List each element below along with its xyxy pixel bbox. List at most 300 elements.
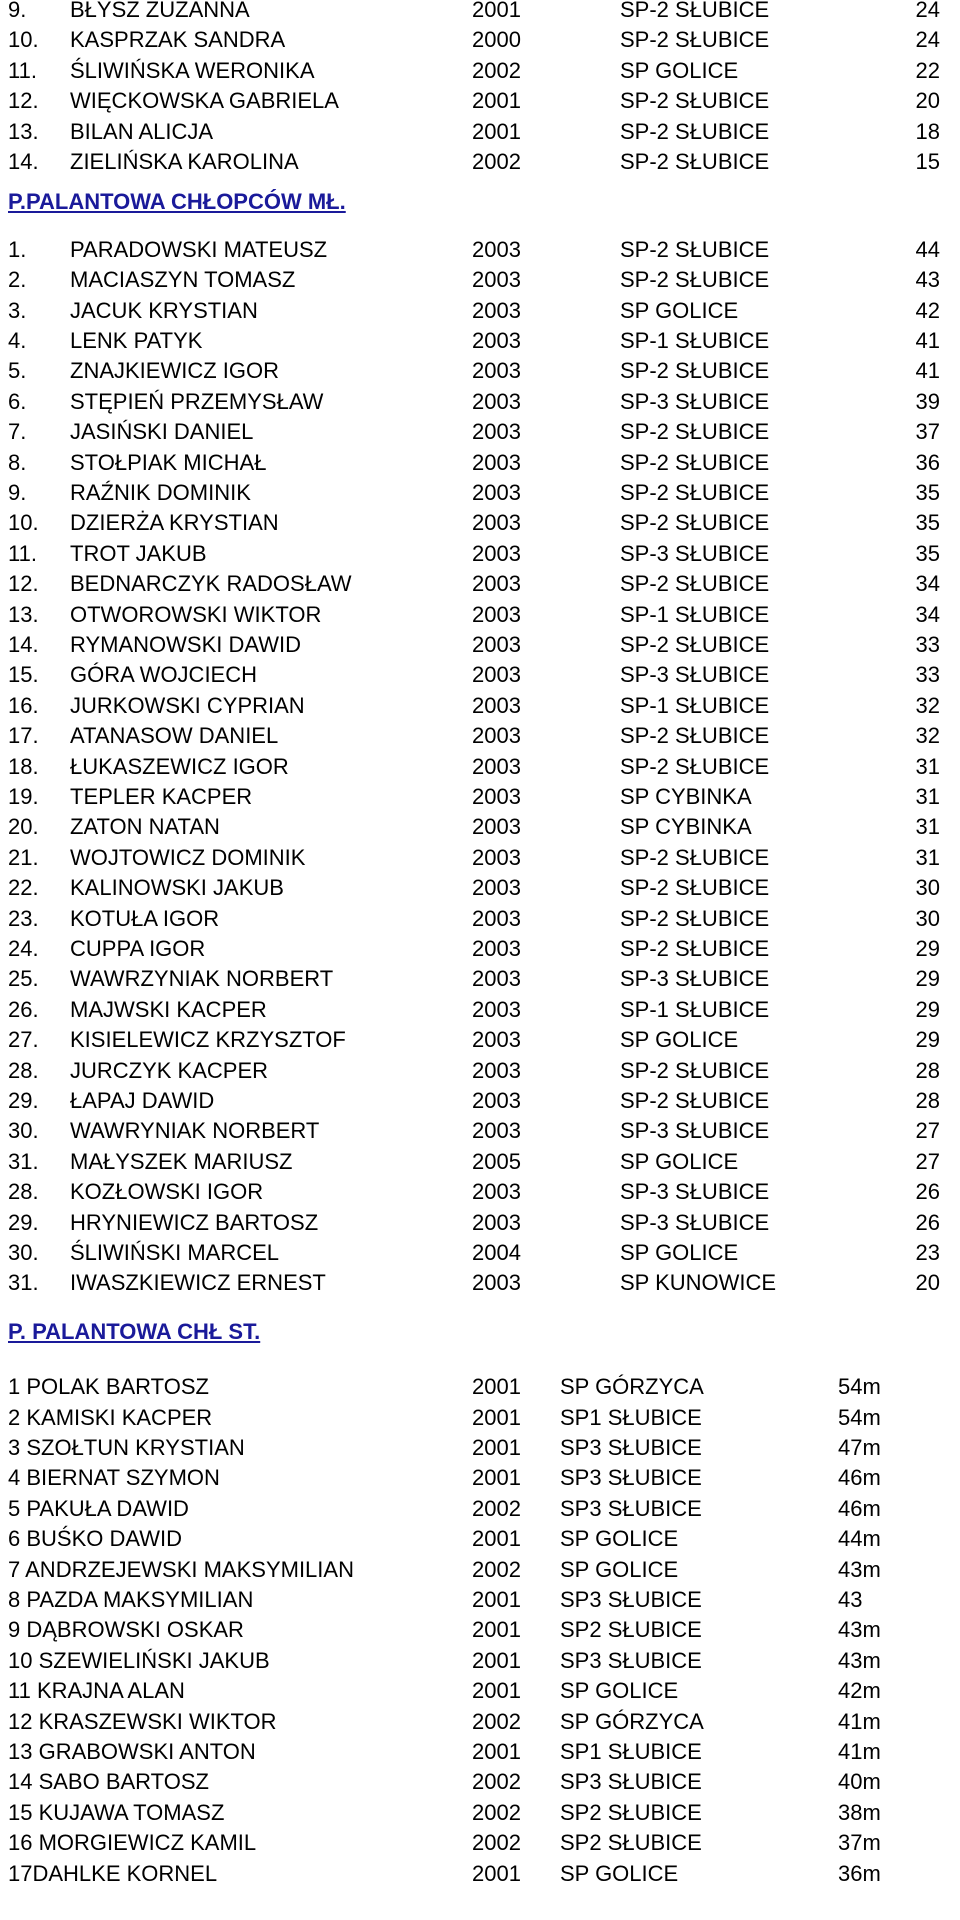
school-name: SP-2 SŁUBICE [620, 1057, 770, 1083]
result-distance: 43 [838, 1587, 863, 1612]
rank-number: 10. [8, 27, 39, 53]
school-name: SP3 SŁUBICE [560, 1647, 702, 1673]
result-row [0, 1767, 960, 1797]
school-name: SP-2 SŁUBICE [620, 118, 770, 144]
school-name: SP GOLICE [560, 1860, 679, 1886]
points-value: 27 [915, 1118, 940, 1144]
athlete-name: 16 MORGIEWICZ KAMIL [8, 1830, 257, 1856]
athlete-name: JURCZYK KACPER [70, 1057, 269, 1083]
school-name: SP-2 SŁUBICE [620, 236, 770, 262]
points-value: 20 [915, 88, 940, 114]
result-row [0, 1524, 960, 1554]
result-row [0, 630, 960, 660]
result-row [0, 1086, 960, 1116]
school-name: SP GOLICE [560, 1678, 679, 1704]
birth-year: 2003 [472, 723, 521, 749]
birth-year: 2003 [472, 1209, 521, 1235]
school-name: SP-2 SŁUBICE [620, 358, 770, 384]
points-value: 23 [915, 1240, 940, 1265]
birth-year: 2002 [472, 1708, 521, 1734]
result-distance: 43m [838, 1647, 881, 1673]
result-row [0, 417, 960, 447]
points-value: 35 [915, 510, 940, 536]
school-name: SP-2 SŁUBICE [620, 449, 770, 475]
birth-year: 2001 [472, 1404, 521, 1430]
athlete-name: TROT JAKUB [70, 540, 207, 566]
birth-year: 2002 [472, 1799, 521, 1825]
result-row [0, 1798, 960, 1828]
rank-number: 25. [8, 966, 39, 992]
school-name: SP GOLICE [620, 1240, 739, 1265]
birth-year: 2003 [472, 784, 521, 809]
school-name: SP-2 SŁUBICE [620, 0, 770, 22]
points-value: 35 [915, 540, 940, 566]
result-distance: 54m [838, 1404, 881, 1430]
birth-year: 2003 [472, 662, 521, 688]
athlete-name: GÓRA WOJCIECH [70, 662, 258, 688]
result-row [0, 265, 960, 295]
result-distance: 44m [838, 1526, 881, 1552]
rank-number: 6. [8, 388, 27, 414]
birth-year: 2003 [472, 936, 521, 961]
result-row [0, 1463, 960, 1493]
athlete-name: 6 BUŚKO DAWID [8, 1526, 182, 1552]
athlete-name: 13 GRABOWSKI ANTON [8, 1739, 256, 1764]
points-value: 31 [915, 784, 940, 809]
rank-number: 5. [8, 358, 27, 384]
school-name: SP KUNOWICE [620, 1270, 777, 1296]
points-value: 41 [915, 328, 940, 353]
school-name: SP3 SŁUBICE [560, 1769, 702, 1795]
result-distance: 43m [838, 1617, 881, 1643]
school-name: SP-3 SŁUBICE [620, 1179, 770, 1205]
result-row [0, 147, 960, 177]
athlete-name: KOTUŁA IGOR [70, 905, 220, 931]
result-row [0, 1585, 960, 1615]
section-heading: P. PALANTOWA CHŁ ST. [8, 1318, 261, 1344]
points-value: 29 [915, 996, 940, 1022]
school-name: SP-3 SŁUBICE [620, 1209, 770, 1235]
birth-year: 2005 [472, 1148, 521, 1174]
rank-number: 28. [8, 1179, 39, 1205]
school-name: SP-2 SŁUBICE [620, 267, 770, 293]
birth-year: 2001 [472, 118, 521, 144]
points-value: 29 [915, 966, 940, 992]
athlete-name: 17DAHLKE KORNEL [8, 1860, 218, 1886]
rank-number: 7. [8, 419, 27, 445]
birth-year: 2003 [472, 236, 521, 262]
athlete-name: JURKOWSKI CYPRIAN [70, 692, 305, 718]
school-name: SP-2 SŁUBICE [620, 88, 770, 114]
points-value: 30 [915, 875, 940, 901]
result-row [0, 904, 960, 934]
athlete-name: JASIŃSKI DANIEL [70, 419, 254, 445]
birth-year: 2001 [472, 1587, 521, 1612]
points-value: 26 [915, 1209, 940, 1235]
rank-number: 13. [8, 118, 39, 144]
points-value: 37 [915, 419, 940, 445]
birth-year: 2003 [472, 297, 521, 323]
athlete-name: 4 BIERNAT SZYMON [8, 1465, 220, 1491]
result-row [0, 782, 960, 812]
result-row [0, 873, 960, 903]
result-row [0, 691, 960, 721]
athlete-name: 5 PAKUŁA DAWID [8, 1495, 189, 1521]
rank-number: 11. [8, 57, 37, 83]
birth-year: 2001 [472, 0, 521, 22]
school-name: SP CYBINKA [620, 784, 752, 809]
rank-number: 21. [8, 844, 39, 870]
result-row [0, 569, 960, 599]
school-name: SP GOLICE [620, 1027, 739, 1053]
points-value: 33 [915, 632, 940, 657]
athlete-name: ŁAPAJ DAWID [70, 1088, 215, 1113]
rank-number: 11. [8, 540, 37, 566]
birth-year: 2003 [472, 1179, 521, 1205]
school-name: SP-2 SŁUBICE [620, 419, 770, 445]
school-name: SP-2 SŁUBICE [620, 905, 770, 931]
points-value: 43 [915, 267, 940, 293]
points-value: 31 [915, 814, 940, 840]
result-distance: 41m [838, 1739, 881, 1764]
school-name: SP GÓRZYCA [560, 1374, 704, 1400]
result-row [0, 1494, 960, 1524]
athlete-name: 7 ANDRZEJEWSKI MAKSYMILIAN [8, 1556, 354, 1582]
school-name: SP-2 SŁUBICE [620, 875, 770, 901]
result-row [0, 964, 960, 994]
birth-year: 2003 [472, 571, 521, 597]
result-row [0, 812, 960, 842]
result-distance: 40m [838, 1769, 881, 1795]
rank-number: 28. [8, 1057, 39, 1083]
athlete-name: KALINOWSKI JAKUB [70, 875, 284, 901]
birth-year: 2001 [472, 1374, 521, 1400]
rank-number: 29. [8, 1209, 39, 1235]
rank-number: 17. [8, 723, 39, 749]
points-value: 15 [915, 149, 940, 174]
points-value: 29 [915, 1027, 940, 1053]
result-row [0, 1828, 960, 1858]
birth-year: 2003 [472, 692, 521, 718]
rank-number: 9. [8, 0, 27, 22]
athlete-name: 11 KRAJNA ALAN [8, 1678, 185, 1704]
rank-number: 3. [8, 297, 27, 323]
athlete-name: RAŹNIK DOMINIK [70, 480, 251, 505]
birth-year: 2003 [472, 1088, 521, 1113]
birth-year: 2002 [472, 1769, 521, 1795]
athlete-name: WIĘCKOWSKA GABRIELA [70, 88, 339, 114]
points-value: 27 [915, 1148, 940, 1174]
birth-year: 2003 [472, 1118, 521, 1144]
rank-number: 18. [8, 753, 39, 779]
result-row [0, 1555, 960, 1585]
birth-year: 2003 [472, 966, 521, 992]
athlete-name: ŚLIWIŃSKI MARCEL [70, 1240, 280, 1265]
school-name: SP1 SŁUBICE [560, 1739, 702, 1764]
result-row [0, 117, 960, 147]
rank-number: 22. [8, 875, 39, 901]
athlete-name: KASPRZAK SANDRA [70, 27, 286, 53]
athlete-name: PARADOWSKI MATEUSZ [70, 236, 328, 262]
result-distance: 43m [838, 1556, 881, 1582]
result-row [0, 1403, 960, 1433]
athlete-name: STĘPIEŃ PRZEMYSŁAW [70, 388, 324, 414]
birth-year: 2002 [472, 149, 521, 174]
rank-number: 23. [8, 905, 39, 931]
result-row [0, 235, 960, 265]
birth-year: 2003 [472, 510, 521, 536]
birth-year: 2003 [472, 905, 521, 931]
athlete-name: JACUK KRYSTIAN [70, 297, 258, 323]
school-name: SP-3 SŁUBICE [620, 966, 770, 992]
school-name: SP-1 SŁUBICE [620, 328, 770, 353]
athlete-name: 9 DĄBROWSKI OSKAR [8, 1617, 244, 1643]
athlete-name: TEPLER KACPER [70, 784, 253, 809]
points-value: 24 [915, 27, 940, 53]
athlete-name: CUPPA IGOR [70, 936, 206, 961]
rank-number: 26. [8, 996, 39, 1022]
result-row [0, 934, 960, 964]
athlete-name: ZNAJKIEWICZ IGOR [70, 358, 279, 384]
athlete-name: LENK PATYK [70, 328, 203, 353]
rank-number: 27. [8, 1027, 39, 1053]
school-name: SP-3 SŁUBICE [620, 388, 770, 414]
athlete-name: ŁUKASZEWICZ IGOR [70, 753, 289, 779]
birth-year: 2003 [472, 844, 521, 870]
result-row [0, 326, 960, 356]
school-name: SP-1 SŁUBICE [620, 996, 770, 1022]
birth-year: 2002 [472, 1830, 521, 1856]
birth-year: 2003 [472, 601, 521, 627]
rank-number: 29. [8, 1088, 39, 1113]
result-row [0, 508, 960, 538]
school-name: SP-2 SŁUBICE [620, 844, 770, 870]
rank-number: 30. [8, 1118, 39, 1144]
result-row [0, 1238, 960, 1268]
athlete-name: STOŁPIAK MICHAŁ [70, 449, 267, 475]
school-name: SP3 SŁUBICE [560, 1495, 702, 1521]
result-distance: 46m [838, 1465, 881, 1491]
school-name: SP-2 SŁUBICE [620, 753, 770, 779]
result-distance: 41m [838, 1708, 881, 1734]
rank-number: 16. [8, 692, 39, 718]
birth-year: 2003 [472, 875, 521, 901]
result-row [0, 356, 960, 386]
result-row [0, 56, 960, 86]
athlete-name: ŚLIWIŃSKA WERONIKA [70, 57, 315, 83]
rank-number: 30. [8, 1240, 39, 1265]
points-value: 32 [915, 723, 940, 749]
points-value: 31 [915, 844, 940, 870]
result-row [0, 1025, 960, 1055]
school-name: SP-2 SŁUBICE [620, 1088, 770, 1113]
birth-year: 2000 [472, 27, 521, 53]
rank-number: 1. [8, 236, 27, 262]
rank-number: 14. [8, 149, 39, 174]
athlete-name: BEDNARCZYK RADOSŁAW [70, 571, 352, 597]
points-value: 20 [915, 1270, 940, 1296]
school-name: SP-1 SŁUBICE [620, 692, 770, 718]
birth-year: 2001 [472, 88, 521, 114]
rank-number: 13. [8, 601, 39, 627]
school-name: SP GOLICE [560, 1556, 679, 1582]
result-row [0, 1433, 960, 1463]
points-value: 34 [915, 571, 940, 597]
athlete-name: 14 SABO BARTOSZ [8, 1769, 209, 1795]
result-row [0, 0, 960, 25]
result-row [0, 600, 960, 630]
result-row [0, 1147, 960, 1177]
birth-year: 2004 [472, 1240, 521, 1265]
points-value: 36 [915, 449, 940, 475]
points-value: 28 [915, 1057, 940, 1083]
athlete-name: WAWRYNIAK NORBERT [70, 1118, 320, 1144]
athlete-name: 15 KUJAWA TOMASZ [8, 1799, 225, 1825]
birth-year: 2001 [472, 1739, 521, 1764]
birth-year: 2003 [472, 540, 521, 566]
result-row [0, 1116, 960, 1146]
athlete-name: ZIELIŃSKA KAROLINA [70, 149, 299, 174]
school-name: SP GOLICE [560, 1526, 679, 1552]
birth-year: 2003 [472, 1270, 521, 1296]
athlete-name: WOJTOWICZ DOMINIK [70, 844, 306, 870]
athlete-name: MACIASZYN TOMASZ [70, 267, 296, 293]
athlete-name: ATANASOW DANIEL [70, 723, 279, 749]
points-value: 41 [915, 358, 940, 384]
school-name: SP-2 SŁUBICE [620, 510, 770, 536]
school-name: SP3 SŁUBICE [560, 1435, 702, 1460]
school-name: SP-2 SŁUBICE [620, 632, 770, 657]
result-row [0, 1056, 960, 1086]
school-name: SP-3 SŁUBICE [620, 662, 770, 688]
rank-number: 10. [8, 510, 39, 536]
school-name: SP1 SŁUBICE [560, 1404, 702, 1430]
birth-year: 2001 [472, 1435, 521, 1460]
birth-year: 2001 [472, 1465, 521, 1491]
athlete-name: KOZŁOWSKI IGOR [70, 1179, 264, 1205]
section-heading: P.PALANTOWA CHŁOPCÓW MŁ. [8, 189, 346, 215]
athlete-name: MAŁYSZEK MARIUSZ [70, 1148, 293, 1174]
points-value: 32 [915, 692, 940, 718]
rank-number: 24. [8, 936, 39, 961]
rank-number: 19. [8, 784, 39, 809]
result-distance: 38m [838, 1799, 881, 1825]
points-value: 31 [915, 753, 940, 779]
birth-year: 2001 [472, 1860, 521, 1886]
result-row [0, 1615, 960, 1645]
result-row [0, 843, 960, 873]
result-row [0, 1676, 960, 1706]
rank-number: 14. [8, 632, 39, 657]
school-name: SP-2 SŁUBICE [620, 480, 770, 505]
result-row [0, 995, 960, 1025]
birth-year: 2003 [472, 358, 521, 384]
school-name: SP GOLICE [620, 1148, 739, 1174]
points-value: 42 [915, 297, 940, 323]
school-name: SP3 SŁUBICE [560, 1465, 702, 1491]
result-distance: 54m [838, 1374, 881, 1400]
school-name: SP GOLICE [620, 57, 739, 83]
points-value: 35 [915, 480, 940, 505]
birth-year: 2003 [472, 449, 521, 475]
points-value: 24 [915, 0, 940, 22]
rank-number: 15. [8, 662, 39, 688]
birth-year: 2003 [472, 388, 521, 414]
points-value: 22 [915, 57, 940, 83]
birth-year: 2001 [472, 1617, 521, 1643]
result-row [0, 660, 960, 690]
birth-year: 2003 [472, 753, 521, 779]
result-row [0, 1707, 960, 1737]
athlete-name: DZIERŻA KRYSTIAN [70, 510, 279, 536]
points-value: 18 [915, 118, 940, 144]
athlete-name: 3 SZOŁTUN KRYSTIAN [8, 1435, 245, 1460]
school-name: SP GOLICE [620, 297, 739, 323]
birth-year: 2002 [472, 57, 521, 83]
athlete-name: 8 PAZDA MAKSYMILIAN [8, 1587, 254, 1612]
birth-year: 2003 [472, 419, 521, 445]
result-row [0, 25, 960, 55]
rank-number: 12. [8, 571, 39, 597]
points-value: 26 [915, 1179, 940, 1205]
result-row [0, 478, 960, 508]
birth-year: 2001 [472, 1647, 521, 1673]
rank-number: 2. [8, 267, 27, 293]
rank-number: 31. [8, 1148, 39, 1174]
athlete-name: HRYNIEWICZ BARTOSZ [70, 1209, 319, 1235]
result-row [0, 1646, 960, 1676]
result-row [0, 1859, 960, 1889]
athlete-name: 12 KRASZEWSKI WIKTOR [8, 1708, 277, 1734]
points-value: 44 [915, 236, 940, 262]
athlete-name: 10 SZEWIELIŃSKI JAKUB [8, 1647, 270, 1673]
result-row [0, 448, 960, 478]
school-name: SP-2 SŁUBICE [620, 723, 770, 749]
athlete-name: MAJWSKI KACPER [70, 996, 267, 1022]
result-row [0, 86, 960, 116]
athlete-name: ZATON NATAN [70, 814, 220, 840]
birth-year: 2001 [472, 1526, 521, 1552]
result-distance: 36m [838, 1860, 881, 1886]
school-name: SP-2 SŁUBICE [620, 936, 770, 961]
birth-year: 2003 [472, 1057, 521, 1083]
result-row [0, 752, 960, 782]
athlete-name: BILAN ALICJA [70, 118, 214, 144]
result-row [0, 387, 960, 417]
points-value: 34 [915, 601, 940, 627]
result-row [0, 1268, 960, 1298]
birth-year: 2003 [472, 1027, 521, 1053]
athlete-name: IWASZKIEWICZ ERNEST [70, 1270, 326, 1296]
result-distance: 47m [838, 1435, 881, 1460]
birth-year: 2002 [472, 1495, 521, 1521]
birth-year: 2003 [472, 632, 521, 657]
birth-year: 2003 [472, 328, 521, 353]
school-name: SP GÓRZYCA [560, 1708, 704, 1734]
athlete-name: 2 KAMISKI KACPER [8, 1404, 213, 1430]
result-distance: 46m [838, 1495, 881, 1521]
athlete-name: BŁYSZ ZUZANNA [70, 0, 250, 22]
school-name: SP-2 SŁUBICE [620, 27, 770, 53]
athlete-name: WAWRZYNIAK NORBERT [70, 966, 334, 992]
rank-number: 9. [8, 480, 27, 505]
birth-year: 2003 [472, 480, 521, 505]
school-name: SP-1 SŁUBICE [620, 601, 770, 627]
birth-year: 2002 [472, 1556, 521, 1582]
school-name: SP-3 SŁUBICE [620, 1118, 770, 1144]
result-row [0, 721, 960, 751]
result-row [0, 296, 960, 326]
